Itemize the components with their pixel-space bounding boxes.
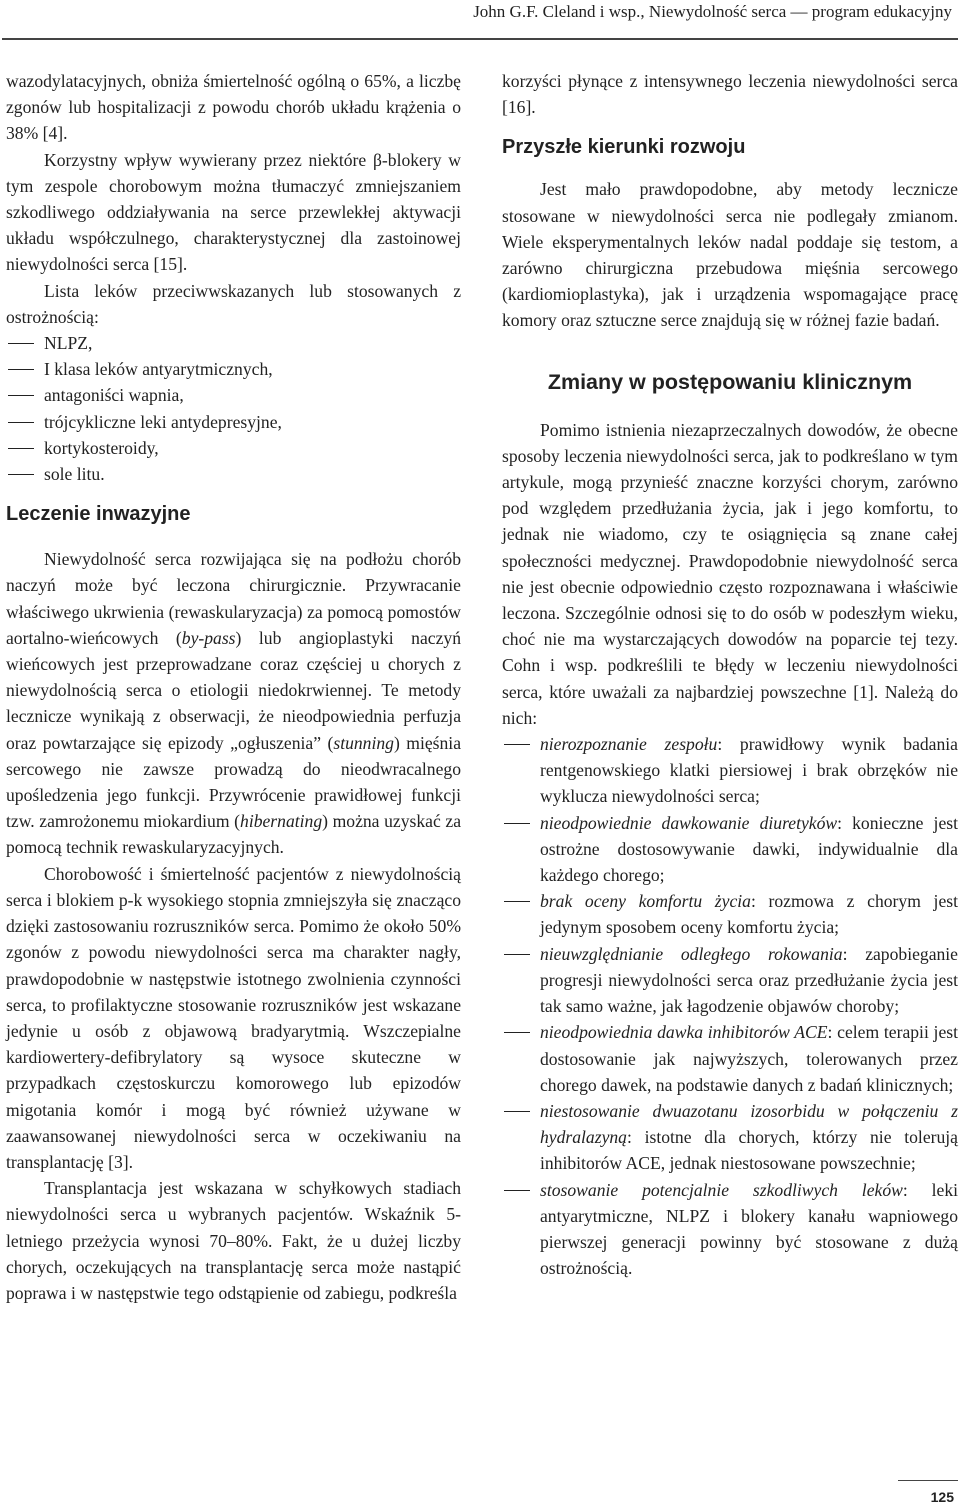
section-heading: Zmiany w postępowaniu klinicznym — [547, 369, 913, 394]
list-item: niestosowanie dwuazotanu izosorbidu w połączeniu z hydralazyną: istotne dla chorych, którzy nie tolerują inhibitorów ACE, jednak niestosowane powszechnie; — [502, 1098, 958, 1177]
dash-bullet — [8, 422, 34, 423]
list-item: I klasa leków antyarytmicznych, — [6, 356, 461, 382]
list-item: nieodpowiednia dawka inhibitorów ACE: celem terapii jest dostosowanie jak najwyższych, tolerowanych przez chorego dawek, na podstawie danych z badań klinicznych; — [502, 1019, 958, 1098]
dash-bullet — [504, 744, 530, 745]
dash-bullet — [504, 823, 530, 824]
dash-bullet — [504, 901, 530, 902]
paragraph: Chorobowość i śmiertelność pacjentów z niewydolnością serca i blokiem p-k wysokiego stopnia zmniejszyła się znacząco dzięki zastosowaniu rozruszników serca. Pomimo że około 50% zgonów z powodu niewydolności serca ma charakter nagły, prawdopodobnie w następstwie istotnego zwolnienia czynności serca, to profilaktyczne stosowanie rozruszników jest wskazane jedynie u osób z objawową bradyarytmią. Wszczepialne kardiowertery-defibrylatory są wysoce skuteczne w przypadkach częstoskurczu komorowego lub epizodów migotania komór i mogą być również używane w zaawansowanej niewydolności serca w oczekiwaniu na transplantację [3]. — [6, 863, 461, 1172]
list-item: trójcykliczne leki antydepresyjne, — [6, 409, 461, 435]
list-item: nieuwzględnianie odległego rokowania: zapobieganie progresji niewydolności serca oraz przedłużanie życia jest tak samo ważne, jak łagodzenie objawów choroby; — [502, 941, 958, 1020]
running-header: John G.F. Cleland i wsp., Niewydolność serca — program edukacyjny — [473, 2, 952, 21]
list-item: NLPZ, — [6, 330, 461, 356]
paragraph: Jest mało prawdopodobne, aby metody lecznicze stosowane w niewydolności serca nie podlegały zmianom. Wiele eksperymentalnych leków nadal poddaje się testom, a zarówno chirurgiczna przebudowa mięśnia sercowego (kardiomioplastyka), jak i urządzenia wspomagające pracę komory oraz sztuczne serce znajdują się w różnej fazie badań. — [502, 179, 958, 331]
dash-bullet — [504, 1190, 530, 1191]
list-item: sole litu. — [6, 461, 461, 487]
dash-bullet — [504, 1111, 530, 1112]
dash-bullet — [8, 448, 34, 449]
paragraph: Korzystny wpływ wywierany przez niektóre β-blokery w tym zespole chorobowym można tłumaczyć zmniejszaniem szkodliwego oddziaływania na serce przewlekłej aktywacji układu współczulnego, charakterystycznej dla zastoinowej niewydolności serca [15]. — [6, 149, 461, 275]
dash-bullet — [8, 395, 34, 396]
paragraph: Lista leków przeciwwskazanych lub stosowanych z ostrożnością: — [6, 280, 461, 327]
paragraph: Pomimo istnienia niezaprzeczalnych dowodów, że obecne sposoby leczenia niewydolności serca, jak to podkreślano w tym artykule, mogą przynieść znaczne korzyści chorym, zarówno pod względem przedłużania życia, jak i jego komfortu, to jednak nie wiadomo, czy te osiągnięcia są znane całej społeczności medycznej. Prawdopodobnie niewydolność serca nie jest obecnie odpowiednio często rozpoznawana i właściwie leczona. Szczególnie odnosi się to do osób w podeszłym wieku, choć nie ma wystarczających dowodów na poparcie tej tezy. Cohn i wsp. podkreślili te błędy w leczeniu niewydolności serca, które uważali za najbardziej powszechne [1]. Należą do nich: — [502, 419, 958, 728]
dash-bullet — [504, 1032, 530, 1033]
header-rule — [2, 38, 958, 40]
paragraph: korzyści płynące z intensywnego leczenia niewydolności serca [16]. — [502, 71, 958, 118]
page-number: 125 — [930, 1489, 954, 1505]
right-column — [502, 68, 958, 1281]
list-item: stosowanie potencjalnie szkodliwych leków: leki antyarytmiczne, NLPZ i blokery kanału wapniowego pierwszej generacji powinny być stosowane z dużą ostrożnością. — [502, 1177, 958, 1282]
paragraph: Niewydolność serca rozwijająca się na podłożu chorób naczyń może być leczona chirurgicznie. Przywracanie właściwego ukrwienia (rewaskularyzacja) za pomocą pomostów aortalno-wieńcowych (by-pass) lub angioplastyki naczyń wieńcowych jest przeprowadzane coraz częściej u chorych z niewydolnością serca o etiologii niedokrwiennej. Te metody lecznicze wynikają z obserwacji, że nieodpowiednia perfuzja oraz powtarzające się epizody „ogłuszenia” (stunning) mięśnia sercowego nie zawsze prowadzą do nieodwracalnego upośledzenia jego funkcji. Przywrócenie prawidłowej funkcji tzw. zamrożonemu miokardium (hibernating) można uzyskać za pomocą technik rewaskularyzacyjnych. — [6, 549, 461, 858]
dash-bullet — [504, 954, 530, 955]
errors-list — [502, 731, 958, 1281]
list-item: nierozpoznanie zespołu: prawidłowy wynik badania rentgenowskiego klatki piersiowej i brak obrzęków nie wyklucza niewydolności serca; — [502, 731, 958, 810]
section-heading: Leczenie inwazyjne — [6, 503, 191, 526]
list-item: kortykosteroidy, — [6, 435, 461, 461]
dash-bullet — [8, 343, 34, 344]
page-number-rule — [898, 1480, 958, 1481]
list-item: nieodpowiednie dawkowanie diuretyków: konieczne jest ostrożne dostosowywanie dawki, indywidualnie dla każdego chorego; — [502, 810, 958, 889]
dash-bullet — [8, 474, 34, 475]
list-item: brak oceny komfortu życia: rozmowa z chorym jest jedynym sposobem oceny komfortu życia; — [502, 888, 958, 940]
section-heading: Przyszłe kierunki rozwoju — [502, 136, 746, 159]
left-column — [6, 68, 461, 1306]
contraindicated-drugs-list — [6, 330, 461, 487]
paragraph: wazodylatacyjnych, obniża śmiertelność ogólną o 65%, a liczbę zgonów lub hospitalizacji z powodu chorób układu krążenia o 38% [4]. — [6, 71, 461, 144]
dash-bullet — [8, 369, 34, 370]
paragraph: Transplantacja jest wskazana w schyłkowych stadiach niewydolności serca u wybranych pacjentów. Wskaźnik 5-letniego przeżycia wynosi 70–80%. Fakt, że u dużej liczby chorych, oczekujących na transplantację serca może nastąpić poprawa i w następstwie tego odstąpienie od zabiegu, podkreśla — [6, 1178, 461, 1303]
list-item: antagoniści wapnia, — [6, 382, 461, 408]
